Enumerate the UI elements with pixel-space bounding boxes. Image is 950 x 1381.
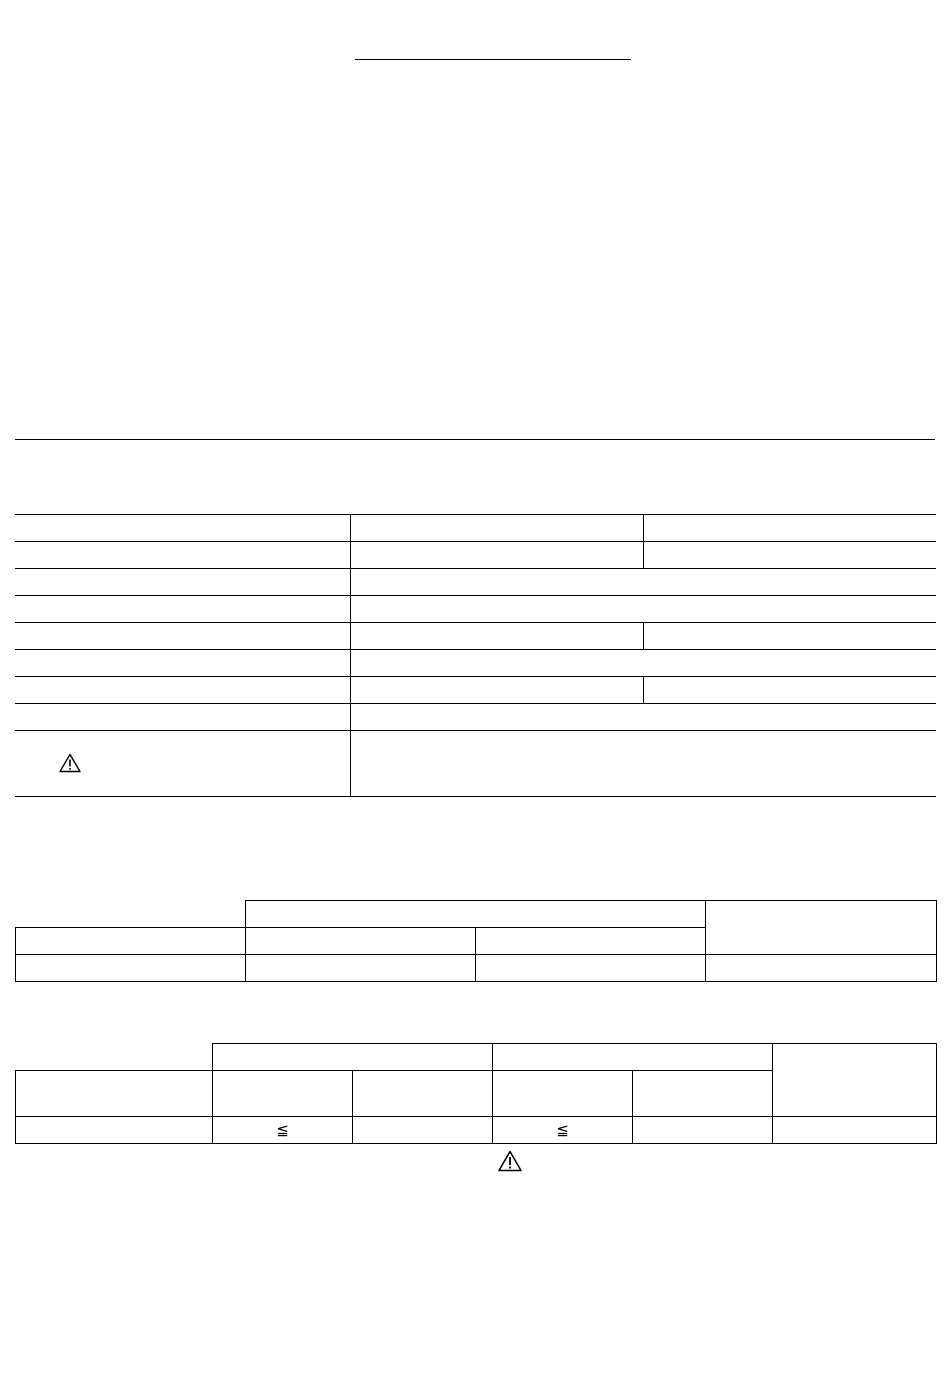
spec-value-cell — [350, 623, 643, 650]
spec-value-cell — [350, 569, 936, 596]
spec-row-9 — [15, 731, 936, 797]
measurement-table-2 — [15, 1043, 937, 1144]
spec-value-cell — [350, 596, 936, 623]
table-cell — [476, 955, 706, 982]
table-group-header — [773, 1044, 937, 1117]
table-corner-cell — [16, 901, 246, 928]
warning-triangle-icon — [498, 1150, 522, 1172]
spec-label-cell — [15, 515, 350, 542]
warning-triangle-icon — [59, 753, 81, 773]
spec-label-cell — [15, 650, 350, 677]
table-cell — [16, 928, 246, 955]
spec-value-cell — [350, 677, 643, 704]
spec-value-cell — [350, 731, 936, 797]
spec-label-cell — [15, 731, 350, 797]
spec-value-cell — [350, 542, 643, 569]
table-cell — [213, 1117, 353, 1144]
spec-value-cell — [643, 515, 936, 542]
spec-value-cell — [643, 542, 936, 569]
table-cell — [706, 955, 937, 982]
spec-row-4 — [15, 596, 936, 623]
table-group-header — [246, 901, 706, 928]
table-header-row — [16, 1044, 937, 1071]
spec-label-cell — [15, 704, 350, 731]
table-cell — [246, 928, 476, 955]
section-divider — [15, 439, 935, 440]
spec-label-cell — [15, 623, 350, 650]
title-underline — [355, 59, 631, 60]
table-header-row — [16, 901, 937, 928]
leq-symbol: ≦ — [556, 1121, 569, 1139]
table-cell — [633, 1117, 773, 1144]
table-cell — [493, 1071, 633, 1117]
table-cell — [353, 1117, 493, 1144]
table-cell — [353, 1071, 493, 1117]
table-cell — [213, 1071, 353, 1117]
spec-row-1 — [15, 515, 936, 542]
spec-row-3 — [15, 569, 936, 596]
spec-row-2 — [15, 542, 936, 569]
table-row — [16, 1117, 937, 1144]
spec-label-cell — [15, 596, 350, 623]
table-cell — [16, 1117, 213, 1144]
spec-value-cell — [350, 650, 936, 677]
table-cell — [493, 1117, 633, 1144]
table-cell — [246, 955, 476, 982]
spec-label-cell — [15, 569, 350, 596]
table-row — [16, 955, 937, 982]
spec-value-cell — [643, 623, 936, 650]
measurement-table-1 — [15, 900, 937, 982]
table-corner-cell — [16, 1044, 213, 1071]
spec-row-5 — [15, 623, 936, 650]
table-group-header — [493, 1044, 773, 1071]
table-cell — [16, 955, 246, 982]
table-cell — [16, 1071, 213, 1117]
leq-symbol: ≦ — [276, 1121, 289, 1139]
table-group-header — [706, 901, 937, 955]
spec-row-8 — [15, 704, 936, 731]
table-cell — [773, 1117, 937, 1144]
spec-row-7 — [15, 677, 936, 704]
spec-value-cell — [643, 677, 936, 704]
table-cell — [476, 928, 706, 955]
table-cell — [633, 1071, 773, 1117]
spec-value-cell — [350, 704, 936, 731]
spec-label-cell — [15, 677, 350, 704]
spec-row-6 — [15, 650, 936, 677]
spec-value-cell — [350, 515, 643, 542]
spec-label-cell — [15, 542, 350, 569]
specifications-table — [15, 514, 936, 797]
table-group-header — [213, 1044, 493, 1071]
